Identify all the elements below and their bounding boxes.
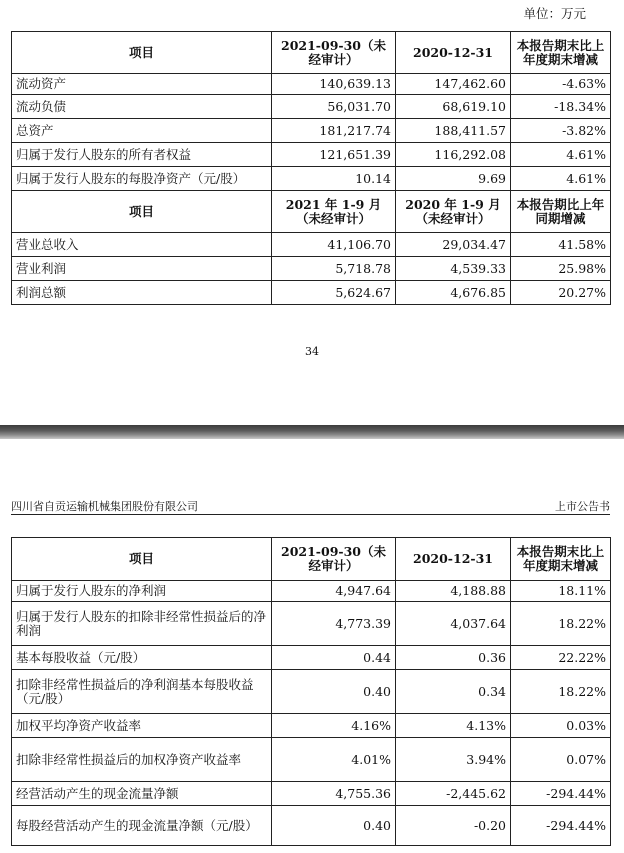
table-row [12, 581, 611, 602]
change-cell: -18.34% [511, 95, 611, 119]
table-row [12, 646, 611, 670]
value-cell: 0.40 [272, 670, 396, 714]
value-cell: 4,947.64 [272, 581, 396, 602]
table-row [12, 670, 611, 714]
change-cell: -294.44% [511, 782, 611, 806]
row-label: 营业利润 [12, 257, 272, 281]
change-cell: 4.61% [511, 143, 611, 167]
value-cell: 4.01% [272, 738, 396, 782]
change-cell: 4.61% [511, 167, 611, 191]
value-cell: 140,639.13 [272, 74, 396, 95]
table-row [12, 119, 611, 143]
row-label: 加权平均净资产收益率 [12, 714, 272, 738]
header-cell: 项目 [12, 538, 272, 581]
value-cell: 0.44 [272, 646, 396, 670]
row-label: 基本每股收益（元/股） [12, 646, 272, 670]
value-cell: -0.20 [396, 806, 511, 846]
value-cell: 4,773.39 [272, 602, 396, 646]
value-cell: 147,462.60 [396, 74, 511, 95]
row-label: 营业总收入 [12, 233, 272, 257]
table-row [12, 233, 611, 257]
value-cell: 41,106.70 [272, 233, 396, 257]
financial-table-balance-income [11, 31, 611, 305]
value-cell: 4,539.33 [396, 257, 511, 281]
document-type: 上市公告书 [555, 500, 610, 513]
header-cell: 2021 年 1-9 月（未经审计） [272, 191, 396, 233]
header-cell: 本报告期末比上年度期末增减 [511, 32, 611, 74]
change-cell: 41.58% [511, 233, 611, 257]
change-cell: 25.98% [511, 257, 611, 281]
table-subheader-row [12, 191, 611, 233]
header-cell: 本报告期末比上年度期末增减 [511, 538, 611, 581]
table-row [12, 167, 611, 191]
company-name: 四川省自贡运输机械集团股份有限公司 [11, 500, 198, 513]
header-cell: 2020-12-31 [396, 538, 511, 581]
value-cell: 4,755.36 [272, 782, 396, 806]
row-label: 利润总额 [12, 281, 272, 305]
table-row [12, 738, 611, 782]
row-label: 每股经营活动产生的现金流量净额（元/股） [12, 806, 272, 846]
table-header-row [12, 538, 611, 581]
financial-table-profit-indicators [11, 537, 611, 846]
value-cell: 116,292.08 [396, 143, 511, 167]
change-cell: 18.11% [511, 581, 611, 602]
row-label: 流动负债 [12, 95, 272, 119]
change-cell: 22.22% [511, 646, 611, 670]
header-cell: 2020-12-31 [396, 32, 511, 74]
table-row [12, 143, 611, 167]
unit-label: 单位：万元 [523, 6, 586, 21]
row-label: 扣除非经常性损益后的净利润基本每股收益（元/股） [12, 670, 272, 714]
table-row [12, 95, 611, 119]
value-cell: 5,624.67 [272, 281, 396, 305]
value-cell: 3.94% [396, 738, 511, 782]
value-cell: 10.14 [272, 167, 396, 191]
table-header-row [12, 32, 611, 74]
change-cell: -4.63% [511, 74, 611, 95]
change-cell: -3.82% [511, 119, 611, 143]
value-cell: 0.34 [396, 670, 511, 714]
value-cell: 121,651.39 [272, 143, 396, 167]
change-cell: 18.22% [511, 670, 611, 714]
value-cell: 5,718.78 [272, 257, 396, 281]
row-label: 扣除非经常性损益后的加权净资产收益率 [12, 738, 272, 782]
page-separator [0, 425, 624, 439]
table-row [12, 74, 611, 95]
row-label: 经营活动产生的现金流量净额 [12, 782, 272, 806]
value-cell: 4,188.88 [396, 581, 511, 602]
header-cell: 项目 [12, 32, 272, 74]
table-row [12, 281, 611, 305]
change-cell: 0.03% [511, 714, 611, 738]
value-cell: 188,411.57 [396, 119, 511, 143]
value-cell: 4.16% [272, 714, 396, 738]
header-cell: 2020 年 1-9 月（未经审计） [396, 191, 511, 233]
row-label: 归属于发行人股东的扣除非经常性损益后的净利润 [12, 602, 272, 646]
header-cell: 2021-09-30（未经审计） [272, 32, 396, 74]
value-cell: 0.36 [396, 646, 511, 670]
value-cell: 9.69 [396, 167, 511, 191]
header-cell: 本报告期比上年同期增减 [511, 191, 611, 233]
change-cell: 20.27% [511, 281, 611, 305]
change-cell: 0.07% [511, 738, 611, 782]
value-cell: -2,445.62 [396, 782, 511, 806]
page-running-header [11, 496, 610, 515]
header-cell: 项目 [12, 191, 272, 233]
change-cell: -294.44% [511, 806, 611, 846]
value-cell: 68,619.10 [396, 95, 511, 119]
header-cell: 2021-09-30（未经审计） [272, 538, 396, 581]
table-row [12, 806, 611, 846]
value-cell: 29,034.47 [396, 233, 511, 257]
table-row [12, 602, 611, 646]
value-cell: 181,217.74 [272, 119, 396, 143]
value-cell: 4,037.64 [396, 602, 511, 646]
value-cell: 4,676.85 [396, 281, 511, 305]
value-cell: 0.40 [272, 806, 396, 846]
value-cell: 56,031.70 [272, 95, 396, 119]
page-number: 34 [305, 345, 319, 358]
value-cell: 4.13% [396, 714, 511, 738]
table-row [12, 782, 611, 806]
row-label: 总资产 [12, 119, 272, 143]
row-label: 归属于发行人股东的净利润 [12, 581, 272, 602]
row-label: 归属于发行人股东的每股净资产（元/股） [12, 167, 272, 191]
table-row [12, 257, 611, 281]
table-row [12, 714, 611, 738]
row-label: 归属于发行人股东的所有者权益 [12, 143, 272, 167]
row-label: 流动资产 [12, 74, 272, 95]
change-cell: 18.22% [511, 602, 611, 646]
